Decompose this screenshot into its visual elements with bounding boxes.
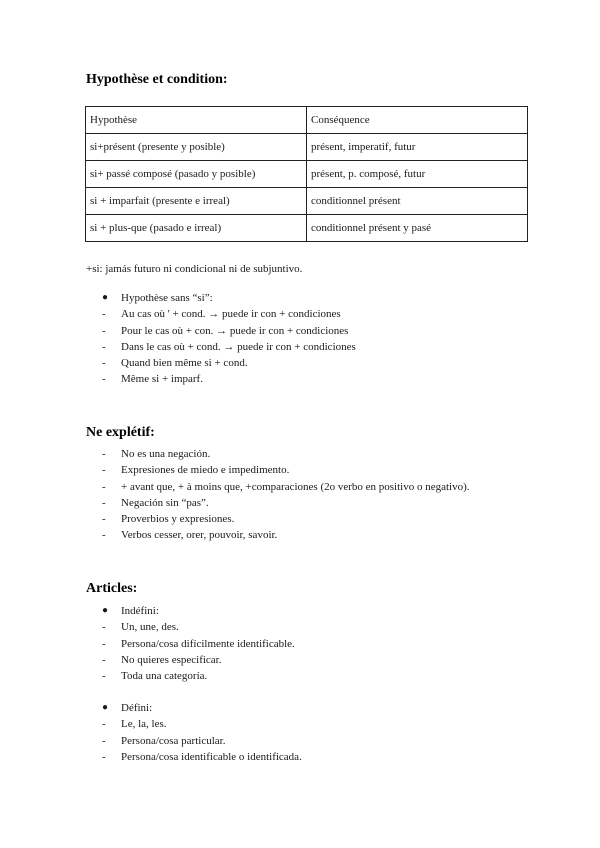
table-header-cell: Conséquence xyxy=(307,107,528,134)
dash-marker: - xyxy=(102,637,106,650)
list-item xyxy=(102,603,295,619)
dash-marker: - xyxy=(102,670,106,683)
list-item-text: No quieres especificar. xyxy=(121,653,222,666)
table-cell: si + plus-que (pasado e irreal) xyxy=(86,215,307,242)
table-header-row xyxy=(86,107,528,134)
list-item-text: Indéfini: xyxy=(121,605,159,617)
bullet-marker: ● xyxy=(102,605,109,616)
dash-marker: - xyxy=(102,513,106,526)
list-item xyxy=(102,652,295,668)
table-row xyxy=(86,188,528,215)
list-item xyxy=(102,619,295,635)
list-item-text: Hypothèse sans “si”: xyxy=(121,292,213,304)
dash-marker: - xyxy=(102,464,106,477)
list-item-text: Persona/cosa difícilmente identificable. xyxy=(121,637,295,650)
ne-expletif-list xyxy=(102,446,470,544)
dash-marker: - xyxy=(102,621,106,634)
dash-marker: - xyxy=(102,480,106,493)
table-row xyxy=(86,161,528,188)
table-header-cell: Hypothèse xyxy=(86,107,307,134)
dash-marker: - xyxy=(102,496,106,509)
list-item-text: Persona/cosa identificable o identificada. xyxy=(121,750,302,763)
list-item xyxy=(102,749,302,765)
list-item xyxy=(102,733,302,749)
table-cell: si+ passé composé (pasado y posible) xyxy=(86,161,307,188)
list-item-text: Expresiones de miedo e impedimento. xyxy=(121,464,290,477)
dash-marker: - xyxy=(102,529,106,542)
list-item xyxy=(102,527,470,543)
articles-indefini-list xyxy=(102,603,295,684)
dash-marker: - xyxy=(102,718,106,731)
list-item-text: Proverbios y expresiones. xyxy=(121,513,235,526)
list-item xyxy=(102,371,356,387)
hypothese-table xyxy=(85,106,528,242)
table-cell: conditionnel présent y pasé xyxy=(307,215,528,242)
list-item-text: Negación sin “pas”. xyxy=(121,496,209,509)
list-item-text: Pour le cas où + con. → puede ir con + condiciones xyxy=(121,324,349,337)
dash-marker: - xyxy=(102,340,106,353)
list-item xyxy=(102,716,302,732)
dash-marker: - xyxy=(102,357,106,370)
list-item xyxy=(102,479,470,495)
list-item xyxy=(102,462,470,478)
list-item-text: Au cas où ' + cond. → puede ir con + condiciones xyxy=(121,308,341,321)
dash-marker: - xyxy=(102,308,106,321)
table-cell: conditionnel présent xyxy=(307,188,528,215)
dash-marker: - xyxy=(102,373,106,386)
list-item xyxy=(102,495,470,511)
bullet-marker: ● xyxy=(102,292,109,303)
list-item xyxy=(102,700,302,716)
list-item xyxy=(102,511,470,527)
list-item-text: + avant que, + à moins que, +comparaciones (2o verbo en positivo o negativo). xyxy=(121,480,470,493)
list-item xyxy=(102,290,356,306)
section-title-ne-expletif: Ne explétif: xyxy=(86,425,155,440)
list-item-text: No es una negación. xyxy=(121,448,211,460)
list-item xyxy=(102,355,356,371)
list-item xyxy=(102,446,470,462)
table-cell: présent, p. composé, futur xyxy=(307,161,528,188)
articles-defini-list xyxy=(102,700,302,765)
section-title-hypothese: Hypothèse et condition: xyxy=(86,72,228,87)
list-item xyxy=(102,323,356,339)
dash-marker: - xyxy=(102,448,106,460)
table-cell: si+présent (presente y posible) xyxy=(86,134,307,161)
dash-marker: - xyxy=(102,324,106,337)
list-item-text: Quand bien même si + cond. xyxy=(121,357,248,370)
dash-marker: - xyxy=(102,734,106,747)
list-item-text: Dans le cas où + cond. → puede ir con + condiciones xyxy=(121,340,356,353)
section-title-articles: Articles: xyxy=(86,581,138,596)
list-item-text: Verbos cesser, orer, pouvoir, savoir. xyxy=(121,529,278,542)
table-cell: présent, imperatif, futur xyxy=(307,134,528,161)
dash-marker: - xyxy=(102,750,106,763)
note-si-rule: +si: jamás futuro ni condicional ni de subjuntivo. xyxy=(86,263,303,275)
table-row xyxy=(86,215,528,242)
table-cell: si + imparfait (presente e irreal) xyxy=(86,188,307,215)
list-item xyxy=(102,339,356,355)
list-item-text: Défini: xyxy=(121,702,153,714)
list-item xyxy=(102,636,295,652)
dash-marker: - xyxy=(102,653,106,666)
list-item xyxy=(102,668,295,684)
list-item-text: Toda una categoría. xyxy=(121,670,208,683)
list-item-text: Le, la, les. xyxy=(121,718,167,731)
bullet-marker: ● xyxy=(102,702,109,713)
list-item-text: Persona/cosa particular. xyxy=(121,734,226,747)
list-item xyxy=(102,306,356,322)
table-row xyxy=(86,134,528,161)
list-item-text: Même si + imparf. xyxy=(121,373,203,386)
hypothese-sans-si-list xyxy=(102,290,356,388)
list-item-text: Un, une, des. xyxy=(121,621,179,634)
